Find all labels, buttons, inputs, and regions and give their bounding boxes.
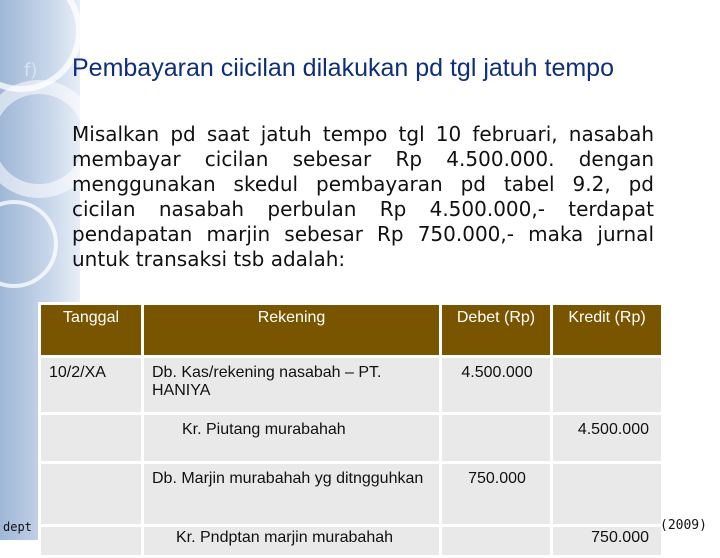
cell-credit (552, 414, 663, 463)
cell-date (40, 357, 143, 414)
cell-debit (441, 526, 552, 557)
table-row (40, 526, 663, 557)
cell-account (143, 414, 441, 463)
credit-value: 750.000 (591, 529, 649, 546)
date-value (41, 415, 141, 421)
cell-date (40, 414, 143, 463)
debit-value (442, 527, 550, 533)
footer-right-text: (2009) (660, 518, 707, 533)
footer-left-text: dept (3, 520, 32, 534)
account-value: Db. Marjin murabahah yg ditngguhkan (152, 470, 424, 487)
date-value: 10/2/XA (49, 364, 106, 381)
credit-value (553, 464, 661, 470)
header-tanggal: Tanggal (40, 304, 143, 357)
cell-date (40, 526, 143, 557)
header-kredit: Kredit (Rp) (552, 304, 663, 357)
decorative-arc (0, 0, 82, 92)
debit-value: 750.000 (468, 470, 526, 487)
slide-heading: Pembayaran ciicilan dilakukan pd tgl jatuh tempo (72, 54, 614, 82)
slide-body-text: Misalkan pd saat jatuh tempo tgl 10 februari, nasabah membayar cicilan sebesar Rp 4.500.000. dengan menggunakan skedul pembayaran pd tabel 9.2, pd cicilan nasabah perbulan Rp 4.500.000,- terdapat pendapatan marjin sebesar Rp 750.000,- maka jurnal untuk transaksi tsb adalah: (72, 122, 654, 271)
cell-debit (441, 463, 552, 526)
header-debet: Debet (Rp) (441, 304, 552, 357)
table-row (40, 357, 663, 414)
debit-value: 4.500.000 (461, 364, 533, 381)
cell-account (143, 357, 441, 414)
cell-account (143, 463, 441, 526)
cell-account (143, 526, 441, 557)
bullet-marker: f) (24, 60, 38, 81)
journal-table (38, 302, 664, 558)
cell-credit (552, 357, 663, 414)
table-header-row (40, 304, 663, 357)
date-value (41, 527, 141, 533)
credit-value: 4.500.000 (577, 421, 649, 438)
cell-date (40, 463, 143, 526)
cell-debit (441, 357, 552, 414)
cell-credit (552, 463, 663, 526)
account-value: Kr. Pndptan marjin murabahah (176, 529, 394, 546)
cell-credit (552, 526, 663, 557)
credit-value (553, 358, 661, 364)
table-row (40, 414, 663, 463)
table-row (40, 463, 663, 526)
header-rekening: Rekening (143, 304, 441, 357)
decorative-arc (0, 200, 58, 288)
account-value: Db. Kas/rekening nasabah – PT. HANIYA (152, 364, 382, 399)
cell-debit (441, 414, 552, 463)
account-value: Kr. Piutang murabahah (182, 421, 346, 438)
debit-value (442, 415, 550, 421)
date-value (41, 464, 141, 470)
